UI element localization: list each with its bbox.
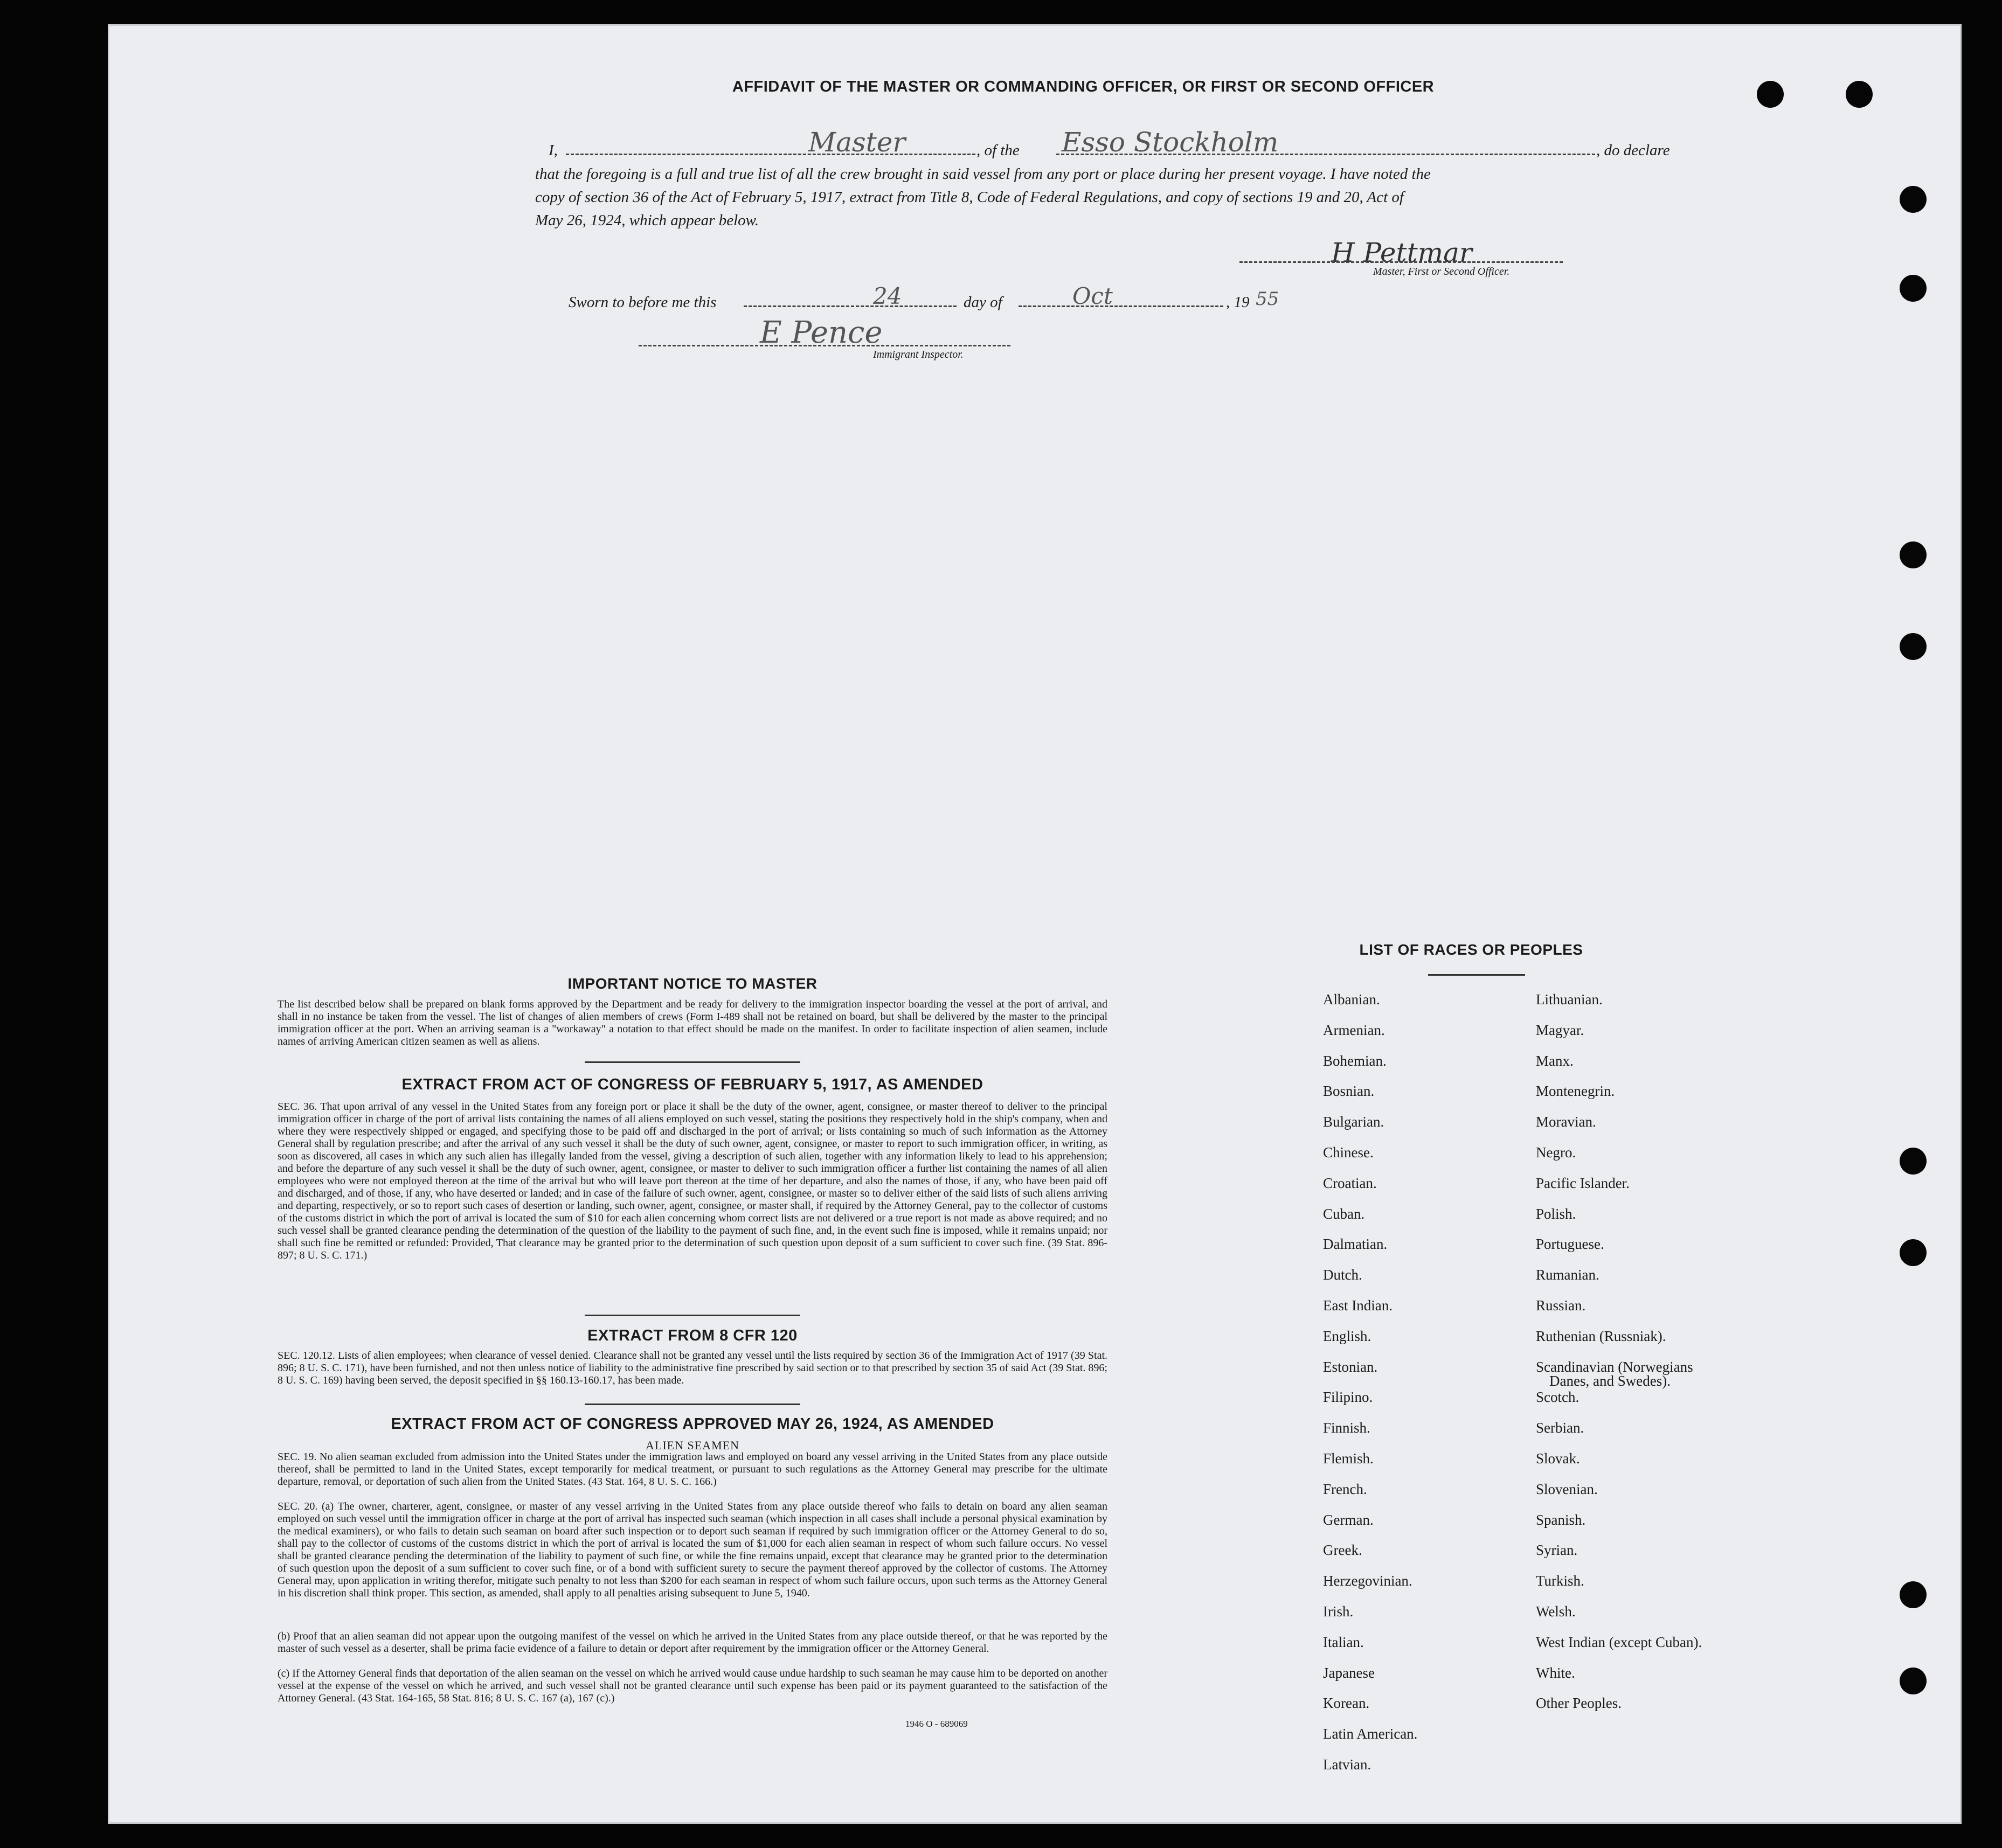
race-item: Filipino. — [1323, 1389, 1373, 1406]
inspector-signature: E Pence — [760, 315, 883, 350]
race-item: Albanian. — [1323, 991, 1380, 1008]
day-handwritten: 24 — [873, 283, 902, 309]
race-item: Pacific Islander. — [1536, 1175, 1630, 1191]
punch-hole — [1846, 81, 1873, 108]
race-item: Cuban. — [1323, 1205, 1365, 1222]
affidavit-line-3: copy of section 36 of the Act of February 5, 1917, extract from Title 8, Code of Federal Regulations, and copy of sections 19 and 20, Act of — [535, 189, 1404, 206]
punch-hole — [1900, 275, 1927, 302]
race-item: Danes, and Swedes). — [1549, 1372, 1671, 1389]
year-handwritten: 55 — [1256, 288, 1279, 310]
inspector-line — [639, 345, 1010, 346]
race-item: Slovak. — [1536, 1450, 1580, 1467]
race-item: White. — [1536, 1664, 1575, 1681]
notice-body: The list described below shall be prepared on blank forms approved by the Department and be ready for delivery to the immigration inspector boarding the vessel at the port of arrival, and shall in no instance be taken from the vessel. The list of changes of alien members of crews (Form I-489 shall not be retained on board, but shall be delivered by the master to the principal immigration officer at the port. When an arriving seaman is a "workaway" a notation to that effect should be made on the manifest. In order to facilitate inspection of alien seamen, include names of arriving American citizen seamen as well as aliens. — [278, 998, 1107, 1047]
affidavit-line-2: that the foregoing is a full and true list of all the crew brought in said vessel from any port or place during her present voyage. I have noted the — [535, 165, 1431, 183]
affidavit-line-4: May 26, 1924, which appear below. — [535, 212, 759, 229]
month-field — [1019, 305, 1223, 307]
race-item: East Indian. — [1323, 1297, 1393, 1314]
master-name-handwritten: Master — [808, 127, 906, 158]
punch-hole — [1757, 81, 1784, 108]
race-item: English. — [1323, 1328, 1371, 1344]
extract-1917-title: EXTRACT FROM ACT OF CONGRESS OF FEBRUARY 5, 1917, AS AMENDED — [401, 1076, 983, 1093]
race-item: Russian. — [1536, 1297, 1586, 1314]
day-of-label: day of — [964, 294, 1002, 311]
race-item: Polish. — [1536, 1205, 1576, 1222]
extract-1917-body: SEC. 36. That upon arrival of any vessel in the United States from any foreign port or place it shall be the duty of the owner, agent, consignee, or master thereof to deliver to the principal immigration officer in charge of the port of arrival lists containing the names of all aliens employed on such vessel, stating the positions they respectively hold in the ship's company, when and where they were respectively shipped or engaged, and specifying those to be paid off and discharged in the port of arrival; or lists containing so much of such information as the Attorney General shall by regulation prescribe; and after the arrival of any such vessel it shall be the duty of such owner, agent, consignee, or master to report to such immigration officer, in writing, as soon as discovered, all cases in which any such alien has illegally landed from the vessel, giving a description of such alien, together with any information likely to lead to his apprehension; and before the departure of any such vessel it shall be the duty of such owner, agent, consignee, or master to deliver to such immigration officer a further list containing the names of all alien employees who were not employed thereon at the time of the arrival but who will leave port thereon at the time of her departure, and also the names of those, if any, who have been paid off and discharged, and of those, if any, who have deserted or landed; and in case of the failure of such owner, agent, consignee, or master so to deliver either of the said lists of such aliens arriving and departing, respectively, or so to report such cases of desertion or landing, such owner, agent, consignee, or master shall, if required by the Attorney General, pay to the collector of customs of the customs district in which the port of arrival is located the sum of $10 for each alien concerning whom correct lists are not delivered or a true report is not made as above required; and no such vessel shall be granted clearance pending the determination of the question of the liability to the payment of such fine, and, in the event such fine is imposed, while it remains unpaid; nor shall such fine be remitted or refunded: Provided, That clearance may be granted prior to the determination of such question upon deposit of a sum sufficient to cover such fine. (39 Stat. 896-897; 8 U. S. C. 171.) — [278, 1101, 1107, 1261]
race-item: Greek. — [1323, 1542, 1362, 1559]
punch-hole — [1900, 1668, 1927, 1694]
race-item: French. — [1323, 1481, 1367, 1497]
race-item: Italian. — [1323, 1634, 1364, 1650]
punch-hole — [1900, 541, 1927, 568]
print-code: 1946 O - 689069 — [905, 1719, 968, 1729]
race-item: Herzegovinian. — [1323, 1573, 1412, 1589]
race-item: Ruthenian (Russniak). — [1536, 1328, 1666, 1344]
do-declare-label: , do declare — [1596, 142, 1670, 159]
race-item: German. — [1323, 1511, 1374, 1528]
signature-caption: Master, First or Second Officer. — [1373, 266, 1510, 277]
of-the-label: , of the — [976, 142, 1020, 159]
extract-1924-sec19: SEC. 19. No alien seaman excluded from admission into the United States under the immigration laws and employed on board any vessel arriving in the United States from any place outside thereof, shall be permitted to land in the United States, except temporarily for medical treatment, or pursuant to such regulations as the Attorney General may prescribe for the ultimate departure, removal, or deportation of such alien from the United States. (43 Stat. 164, 8 U. S. C. 166.) — [278, 1451, 1107, 1488]
race-item: Dutch. — [1323, 1267, 1362, 1283]
race-item: Latvian. — [1323, 1756, 1371, 1773]
vessel-handwritten: Esso Stockholm — [1062, 127, 1279, 158]
races-title: LIST OF RACES OR PEOPLES — [1359, 941, 1583, 958]
race-item: Slovenian. — [1536, 1481, 1598, 1497]
race-item: Welsh. — [1536, 1603, 1576, 1620]
race-item: Flemish. — [1323, 1450, 1374, 1467]
race-item: Spanish. — [1536, 1511, 1586, 1528]
year-prefix: , 19 — [1226, 294, 1250, 311]
extract-1924-sec20c: (c) If the Attorney General finds that deportation of the alien seaman on the vessel on which he arrived would cause undue hardship to such seaman he may cause him to be deported on another vessel at the expense of the vessel on which he arrived, and such vessel shall not be granted clearance until such expense has been paid or its payment guaranteed to the satisfaction of the Attorney General. (43 Stat. 164-165, 58 Stat. 816; 8 U. S. C. 167 (a), 167 (c).) — [278, 1668, 1107, 1704]
race-item: Negro. — [1536, 1144, 1576, 1161]
document-page — [108, 24, 1962, 1824]
race-item: West Indian (except Cuban). — [1536, 1634, 1702, 1650]
divider — [585, 1061, 800, 1063]
race-item: Bulgarian. — [1323, 1114, 1384, 1130]
punch-hole — [1900, 1239, 1927, 1266]
day-field — [744, 305, 957, 307]
race-item: Scandinavian (Norwegians — [1536, 1358, 1693, 1375]
punch-hole — [1900, 1581, 1927, 1608]
race-item: Japanese — [1323, 1664, 1375, 1681]
punch-hole — [1900, 1148, 1927, 1175]
notice-title: IMPORTANT NOTICE TO MASTER — [567, 975, 818, 992]
master-name-field — [566, 154, 975, 155]
divider — [585, 1404, 800, 1405]
race-item: Estonian. — [1323, 1358, 1378, 1375]
signature-line — [1239, 261, 1563, 263]
race-item: Latin American. — [1323, 1726, 1418, 1742]
month-handwritten: Oct — [1072, 283, 1113, 309]
race-item: Armenian. — [1323, 1022, 1385, 1038]
race-item: Turkish. — [1536, 1573, 1584, 1589]
race-item: Montenegrin. — [1536, 1083, 1615, 1100]
cfr-title: EXTRACT FROM 8 CFR 120 — [587, 1327, 798, 1344]
extract-1924-subtitle: ALIEN SEAMEN — [646, 1439, 739, 1452]
inspector-caption: Immigrant Inspector. — [873, 349, 964, 360]
race-item: Portuguese. — [1536, 1236, 1604, 1253]
extract-1924-sec20b: (b) Proof that an alien seaman did not appear upon the outgoing manifest of the vessel on which he arrived in the United States from any place outside thereof, or that he was reported by the master of such vessel as a deserter, shall be prima facie evidence of a failure to detain or deport after requirement by the immigration officer or the Attorney General. — [278, 1630, 1107, 1655]
race-item: Dalmatian. — [1323, 1236, 1388, 1253]
race-item: Syrian. — [1536, 1542, 1578, 1559]
master-signature: H Pettmar — [1331, 237, 1472, 268]
race-item: Chinese. — [1323, 1144, 1374, 1161]
race-item: Bohemian. — [1323, 1052, 1387, 1069]
divider — [1428, 974, 1525, 976]
race-item: Finnish. — [1323, 1420, 1370, 1436]
punch-hole — [1900, 633, 1927, 660]
extract-1924-sec20a: SEC. 20. (a) The owner, charterer, agent, consignee, or master of any vessel arriving in the United States from any place outside thereof who fails to detain on board any alien seaman employed on such vessel until the immigration officer in charge at the port of arrival has inspected such seaman (which inspection in all cases shall include a personal physical examination by the medical examiners), or who fails to detain such seaman on board after such inspection or to deport such seaman if required by such immigration officer or the Attorney General to do so, shall pay to the collector of customs of the customs district in which the port of arrival is located the sum of $1,000 for each alien seaman in respect of whom such failure occurs. No vessel shall be granted clearance pending the determination of the liability to payment of such fine, or while the fine remains unpaid, except that clearance may be granted prior to the determination of such question upon the deposit of a sum sufficient to cover such fine, or of a bond with sufficient surety to secure the payment thereof approved by the collector of customs. The Attorney General may, upon application in writing therefor, mitigate such penalty to not less than $200 for each seaman in respect of whom such failure occurs, upon such terms as the Attorney General in his discretion shall think proper. This section, as amended, shall apply to all penalties arising subsequent to June 5, 1940. — [278, 1500, 1107, 1599]
extract-1924-title: EXTRACT FROM ACT OF CONGRESS APPROVED MAY 26, 1924, AS AMENDED — [391, 1415, 994, 1433]
race-item: Serbian. — [1536, 1420, 1584, 1436]
race-item: Moravian. — [1536, 1114, 1596, 1130]
race-item: Bosnian. — [1323, 1083, 1375, 1100]
cfr-body: SEC. 120.12. Lists of alien employees; when clearance of vessel denied. Clearance shall not be granted any vessel until the lists required by section 36 of the Immigration Act of 1917 (39 Stat. 896; 8 U. S. C. 171), have been furnished, and not then unless notice of liability to the administrative fine prescribed by said section or to that prescribed by section 35 of said Act (39 Stat. 896; 8 U. S. C. 169) having been served, the deposit specified in §§ 160.13-160.17, has been made. — [278, 1350, 1107, 1386]
race-item: Korean. — [1323, 1695, 1370, 1712]
race-item: Other Peoples. — [1536, 1695, 1622, 1712]
race-item: Rumanian. — [1536, 1267, 1599, 1283]
i-label: I, — [549, 142, 558, 159]
divider — [585, 1315, 800, 1316]
race-item: Scotch. — [1536, 1389, 1580, 1406]
affidavit-title: AFFIDAVIT OF THE MASTER OR COMMANDING OFFICER, OR FIRST OR SECOND OFFICER — [732, 78, 1435, 95]
race-item: Manx. — [1536, 1052, 1574, 1069]
race-item: Croatian. — [1323, 1175, 1377, 1191]
race-item: Lithuanian. — [1536, 991, 1603, 1008]
race-item: Irish. — [1323, 1603, 1354, 1620]
punch-hole — [1900, 186, 1927, 213]
sworn-label: Sworn to before me this — [569, 294, 717, 311]
race-item: Magyar. — [1536, 1022, 1584, 1038]
